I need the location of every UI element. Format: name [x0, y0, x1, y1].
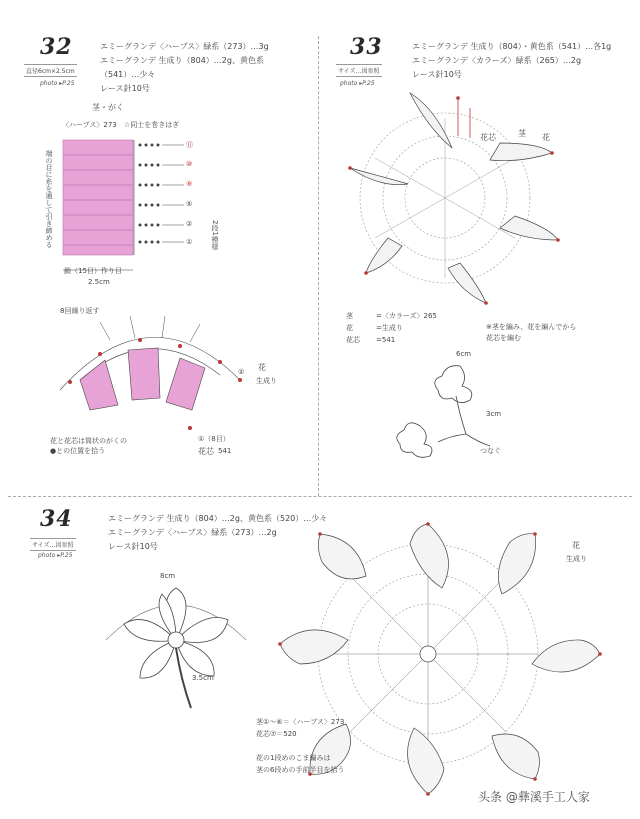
row-label-2: ②	[186, 220, 193, 228]
dim-3-5cm: 3.5cm	[192, 674, 214, 682]
width-label: 2.5cm	[88, 278, 110, 286]
photo-ref: photo ▸P.25	[40, 80, 75, 87]
side-note: 端の目に糸を通して引き締める	[45, 150, 53, 248]
dim-6cm: 6cm	[456, 350, 472, 358]
pattern-number: 33	[350, 34, 383, 60]
center-yarn: 541	[218, 447, 232, 455]
stem-label: 茎	[518, 129, 526, 138]
dim-8cm: 8cm	[160, 572, 176, 580]
loop-note: 8回繰り返す	[60, 307, 100, 315]
vertical-divider	[318, 36, 319, 496]
stem-chart	[58, 130, 258, 260]
pattern-number: 34	[40, 506, 73, 532]
flower-label: 花	[542, 133, 550, 142]
row-label-11: ⑪	[186, 141, 193, 149]
photo-ref: photo ▸P.25	[38, 552, 73, 559]
row-label-10: ⑩	[186, 160, 193, 168]
flower-illustration	[96, 580, 256, 720]
size-label: サイズ…図参照	[336, 64, 382, 77]
horizontal-divider	[8, 496, 632, 497]
stem-title: 茎・がく	[92, 103, 124, 112]
two-row-repeat: 2段1模様	[211, 220, 219, 250]
watermark: 头条 @彝溪手工人家	[478, 790, 590, 804]
stitch-note: 花の1段めのこま編みは 茎の6段めの手前半目を拾う	[256, 754, 345, 774]
row-label-5: ⑤	[186, 200, 193, 208]
center-label: 花芯	[480, 133, 496, 142]
size-label: 直径6cm×2.5cm	[24, 64, 77, 77]
photo-ref: photo ▸P.25	[340, 80, 375, 87]
size-label: サイズ…図参照	[30, 538, 76, 551]
pattern-number: 32	[40, 34, 73, 60]
chain-note: 鎖（15目）作り目	[64, 267, 122, 275]
center-step: ①（8目）	[198, 435, 230, 443]
flower-yarn: 生成り	[256, 377, 277, 385]
order-note: ※茎を編み、花を編んでから 花芯を編む	[486, 323, 577, 342]
yarn-info: エミーグランデ 生成り（804）・黄色系（541）…各1g エミーグランデ〈カラーズ〉緑系（265）…2g レース針10号	[412, 42, 612, 79]
center-label: 花芯	[198, 447, 214, 456]
flower-label: 花	[572, 541, 580, 550]
dim-3cm: 3cm	[486, 410, 502, 418]
stem-yarn: 〈ハーブス〉273	[62, 121, 117, 129]
flower-yarn: 生成り	[566, 555, 587, 563]
yarn-info: エミーグランデ 生成り（804）…2g、黄色系（520）…少々 エミーグランデ〈ハーブス〉緑系（273）…2g レース針10号	[108, 514, 328, 551]
row-label-1: ①	[186, 238, 193, 246]
step-2-label: ②	[238, 368, 245, 376]
bottom-note: 花と花芯は筒状のがくの ●との位置を拾う	[50, 437, 127, 455]
legend: 茎 =〈カラーズ〉265 花 =生成り 花芯 =541	[346, 312, 437, 344]
row-label-9: ⑨	[186, 180, 193, 188]
connect-note: つなぐ	[480, 447, 501, 455]
daffodil-chart	[340, 88, 580, 308]
yarn-info: エミーグランデ〈ハーブス〉緑系（273）…3g エミーグランデ 生成り（804）…2g、黄色系 （541）…少々 レース針10号	[100, 42, 269, 93]
join-note: ☆同士を巻きはぎ	[124, 121, 180, 129]
flower-label: 花	[258, 363, 266, 372]
flower-chart	[40, 310, 270, 440]
legend: 茎①～⑥＝〈ハーブス〉273 花芯⑦＝520	[256, 718, 345, 738]
